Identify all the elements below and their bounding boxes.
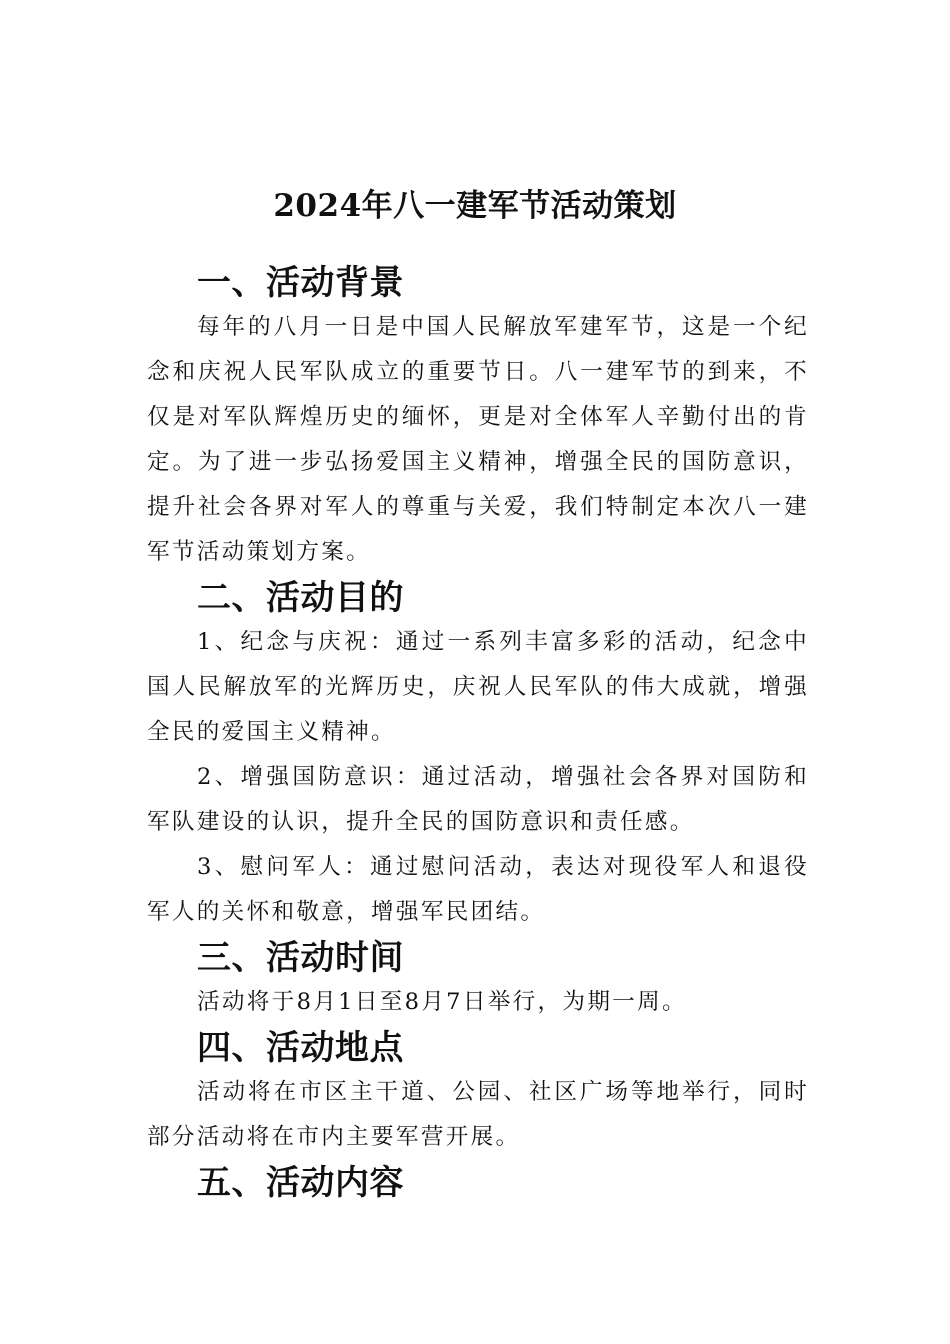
section-content (147, 1160, 809, 1205)
section-purpose (147, 575, 809, 935)
section-heading: 四、活动地点 (197, 1028, 404, 1067)
section-heading: 二、活动目的 (197, 578, 404, 617)
paragraph: 活动将在市区主干道、公园、社区广场等地举行，同时部分活动将在市内主要军营开展。 (147, 1079, 809, 1150)
paragraph: 1、纪念与庆祝：通过一系列丰富多彩的活动，纪念中国人民解放军的光辉历史，庆祝人民军队的伟大成就，增强全民的爱国主义精神。 (147, 629, 809, 745)
section-heading: 三、活动时间 (197, 938, 404, 977)
paragraph: 每年的八月一日是中国人民解放军建军节，这是一个纪念和庆祝人民军队成立的重要节日。八一建军节的到来，不仅是对军队辉煌历史的缅怀，更是对全体军人辛勤付出的肯定。为了进一步弘扬爱国主义精神，增强全民的国防意识，提升社会各界对军人的尊重与关爱，我们特制定本次八一建军节活动策划方案。 (147, 314, 809, 565)
section-heading: 五、活动内容 (197, 1163, 404, 1202)
paragraph: 3、慰问军人：通过慰问活动，表达对现役军人和退役军人的关怀和敬意，增强军民团结。 (147, 854, 809, 925)
document-body (147, 260, 809, 1205)
section-location (147, 1025, 809, 1160)
section-background (147, 260, 809, 575)
paragraph: 2、增强国防意识：通过活动，增强社会各界对国防和军队建设的认识，提升全民的国防意识和责任感。 (147, 764, 809, 835)
paragraph: 活动将于8月1日至8月7日举行，为期一周。 (197, 989, 687, 1015)
document-title: 2024年八一建军节活动策划 (273, 187, 677, 224)
section-heading: 一、活动背景 (197, 263, 404, 302)
section-time (147, 935, 809, 1025)
